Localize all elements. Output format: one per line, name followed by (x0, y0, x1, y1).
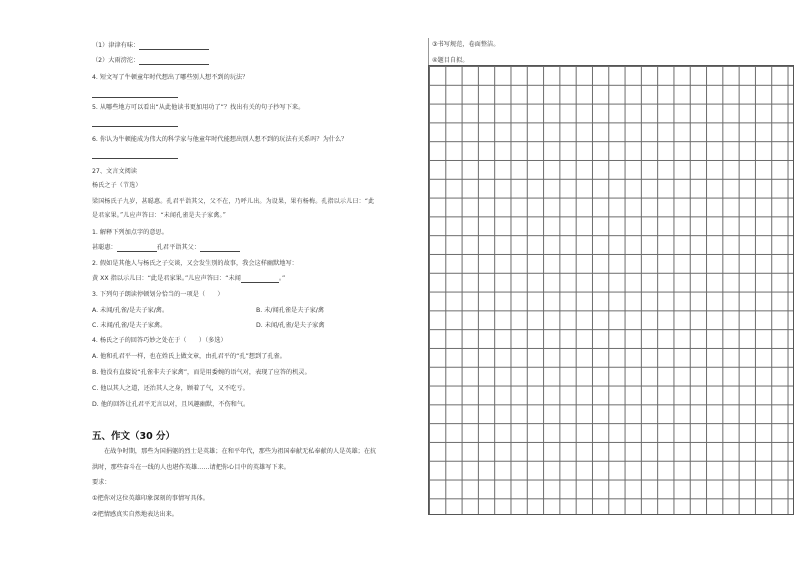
question-6: 6. 你认为牛顿能成为伟大的科学家与他童年时代能想出别人想不到的玩法有关系吗？为什么？ (92, 136, 348, 143)
answer-line[interactable] (92, 126, 178, 127)
q2-text: （2）大雨滂沱： (92, 57, 209, 65)
requirement-3: ③书写规范，卷面整洁。 (432, 41, 500, 48)
answer-blank[interactable] (241, 276, 279, 283)
question-5: 5. 从哪些地方可以看出“从此他读书更加用功了”？找出有关的句子抄写下来。 (92, 104, 305, 111)
requirement-2: ②把情感真实自然地表达出来。 (92, 511, 178, 518)
answer-blank[interactable] (139, 43, 209, 50)
section-27: 27、文言文阅读 (92, 168, 137, 175)
answer-line[interactable] (92, 97, 178, 98)
section-5-heading: 五、作文（30 分） (92, 431, 176, 442)
option-a3-A[interactable]: A. 未闻/孔雀/是夫子家/禽。 (92, 307, 169, 314)
question-4: 4. 短文写了牛顿童年时代想出了哪些别人想不到的玩法？ (92, 74, 249, 81)
requirement-1: ①把你对这位英雄印象深刻的事情写具体。 (92, 495, 209, 502)
question-a1-blanks: 甚聪惠： 孔君平诣其父： (92, 244, 240, 252)
answer-blank[interactable] (117, 245, 157, 252)
essay-prompt-line-1: 在战争时期，那些为国捐躯的烈士是英雄；在和平年代，那些为祖国奉献无私奉献的人是英雄；在抗 (104, 448, 377, 455)
option-a4-A[interactable]: A. 他和孔君平一样，也在姓氏上做文章，由孔君平的“孔”想到了孔雀。 (92, 353, 286, 360)
question-a1: 1. 解释下列加点字的意思。 (92, 229, 168, 236)
essay-prompt-line-2: 洪时，那些奋斗在一线的人也堪作英雄……请把你心目中的英雄写下来。 (92, 464, 290, 471)
option-a3-C[interactable]: C. 未闻/孔雀/是夫子家禽。 (92, 322, 167, 329)
passage-line-1: 梁国杨氏子九岁，甚聪惠。孔君平诣其父，父不在，乃呼儿出。为设果，果有杨梅。孔指以示儿曰：“此 (92, 198, 375, 205)
option-a4-D[interactable]: D. 他的回答让孔君平无言以对，且风趣幽默，不伤和气。 (92, 401, 250, 408)
answer-blank[interactable] (200, 245, 240, 252)
question-a2: 2. 假如是其他人与杨氏之子交谈，又会发生别的故事，我会这样幽默地写： (92, 260, 298, 267)
essay-writing-grid[interactable] (428, 65, 794, 515)
question-a3: 3. 下列句子朗读停顿划分恰当的一项是（ ） (92, 291, 224, 298)
option-a3-D[interactable]: D. 未闻/孔雀/是夫子家禽 (256, 322, 325, 329)
answer-line[interactable] (92, 158, 178, 159)
option-a4-C[interactable]: C. 他以其人之道，还治其人之身，顾着了气，又不吃亏。 (92, 385, 249, 392)
question-a2-blank: 黄 XX 指以示儿曰：“此是君家果。”儿应声答曰：“未闻 。” (92, 275, 286, 282)
requirement-4: ④题目自拟。 (432, 57, 469, 64)
passage-title: 杨氏之子（节选） (92, 182, 142, 189)
q1-text: （1）津津有味： (92, 42, 209, 50)
option-a4-B[interactable]: B. 他没有直接说“孔雀非夫子家禽”，而是用委婉的语气对，表现了应答的机灵。 (92, 369, 311, 376)
question-a4: 4. 杨氏之子的回答巧妙之处在于（ ）（多选） (92, 337, 227, 344)
option-a3-B[interactable]: B. 未/闻孔雀是夫子家/禽 (256, 307, 325, 314)
requirements-label: 要求： (92, 479, 111, 486)
answer-blank[interactable] (139, 58, 209, 65)
passage-line-2: 是君家果。”儿应声答曰：“未闻孔雀是夫子家禽。” (92, 212, 227, 219)
